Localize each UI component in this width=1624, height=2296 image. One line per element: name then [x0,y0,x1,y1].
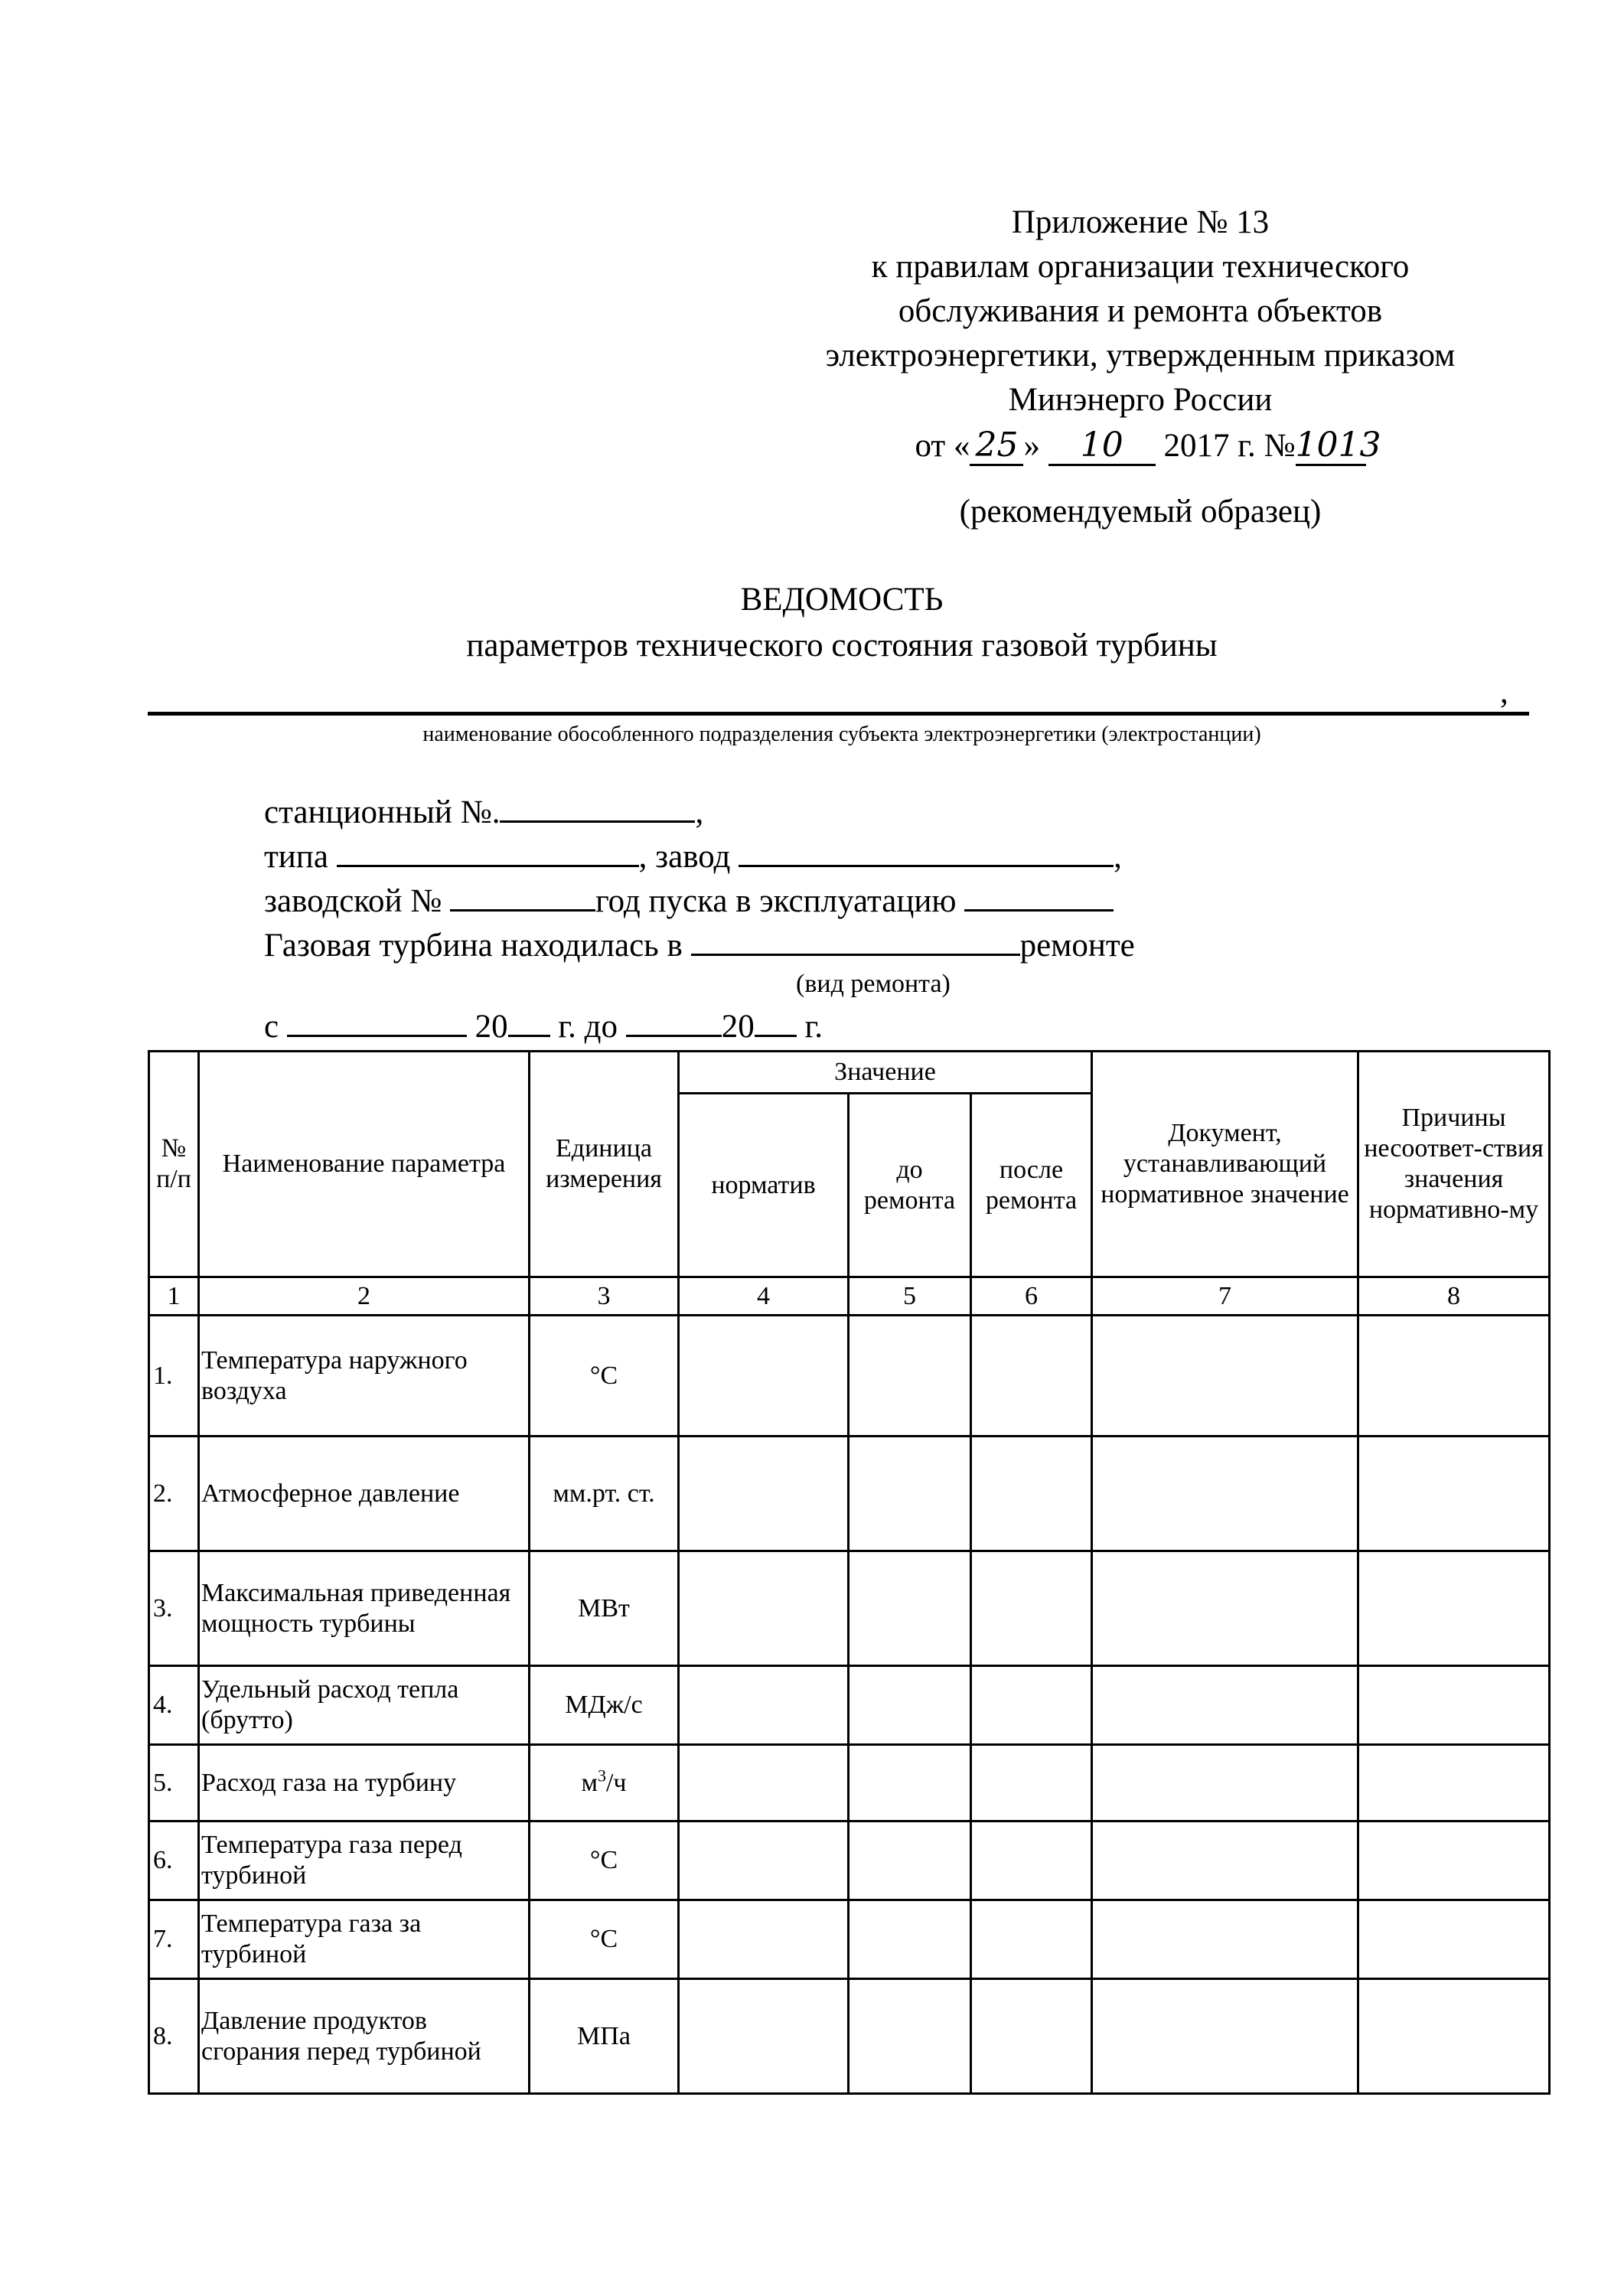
station-number-input[interactable] [500,790,695,823]
header-reasons: Причины несоответ-ствия значения нормативно-му [1358,1052,1550,1277]
col-number: 7 [1092,1277,1358,1316]
cell-reasons[interactable] [1358,1551,1550,1666]
row-parameter-name: Температура наружного воздуха [199,1316,530,1437]
table-row [149,1900,1550,1979]
row-parameter-name: Максимальная приведенная мощность турбины [199,1551,530,1666]
cell-document[interactable] [1092,1437,1358,1551]
cell-before[interactable] [849,1745,971,1821]
col-number: 3 [530,1277,679,1316]
row-number: 1. [149,1316,199,1437]
period-start-input[interactable] [287,1004,467,1037]
handwritten-day: 25 [970,427,1023,466]
period-year1-input[interactable] [508,1004,550,1037]
cell-norm[interactable] [679,1979,849,2094]
appendix-line-1: Приложение № 13 [1011,204,1270,240]
appendix-line-5: Минэнерго России [1008,382,1273,418]
cell-reasons[interactable] [1358,1979,1550,2094]
row-unit: МДж/с [530,1666,679,1745]
period-end-input[interactable] [626,1004,722,1037]
row-number: 5. [149,1745,199,1821]
handwritten-order-number: 1013 [1295,426,1381,465]
row-parameter-name: Температура газа за турбиной [199,1900,530,1979]
cell-norm[interactable] [679,1666,849,1745]
cell-document[interactable] [1092,1745,1358,1821]
cell-document[interactable] [1092,1316,1358,1437]
row-parameter-name: Температура газа перед турбиной [199,1821,530,1900]
cell-before[interactable] [849,1316,971,1437]
document-title: ВЕДОМОСТЬ [740,582,944,618]
sample-note: (рекомендуемый образец) [959,494,1322,530]
cell-document[interactable] [1092,1551,1358,1666]
col-number: 2 [199,1277,530,1316]
row-number: 7. [149,1900,199,1979]
cell-before[interactable] [849,1900,971,1979]
row-number: 6. [149,1821,199,1900]
row-unit: °C [530,1900,679,1979]
header-document: Документ, устанавливающий нормативное значение [1092,1052,1358,1277]
cell-reasons[interactable] [1358,1437,1550,1551]
cell-after[interactable] [971,1551,1092,1666]
table-row [149,1437,1550,1551]
plant-input[interactable] [739,834,1114,867]
cell-before[interactable] [849,1821,971,1900]
cell-before[interactable] [849,1979,971,2094]
cell-after[interactable] [971,1979,1092,2094]
header-num: № п/п [149,1052,199,1277]
appendix-header [719,201,1561,468]
cell-norm[interactable] [679,1316,849,1437]
header-value-group: Значение [679,1052,1092,1094]
row-parameter-name: Давление продуктов сгорания перед турбиной [199,1979,530,2094]
period-year2-input[interactable] [755,1004,797,1037]
parameters-table [148,1050,1551,2095]
cell-after[interactable] [971,1666,1092,1745]
cell-reasons[interactable] [1358,1745,1550,1821]
table-header-row [149,1052,1550,1094]
cell-norm[interactable] [679,1551,849,1666]
cell-after[interactable] [971,1437,1092,1551]
column-numbers-row [149,1277,1550,1316]
organization-comma: , [1500,674,1508,710]
start-year-input[interactable] [964,879,1114,912]
header-name: Наименование параметра [199,1052,530,1277]
header-before: до ремонта [849,1094,971,1277]
cell-after[interactable] [971,1900,1092,1979]
row-number: 8. [149,1979,199,2094]
row-parameter-name: Атмосферное давление [199,1437,530,1551]
table-row [149,1979,1550,2094]
table-row [149,1821,1550,1900]
cell-document[interactable] [1092,1979,1358,2094]
row-unit: МВт [530,1551,679,1666]
organization-caption: наименование обособленного подразделения субъекта электроэнергетики (электростанции) [422,722,1261,746]
row-unit: °C [530,1316,679,1437]
header-after: после ремонта [971,1094,1092,1277]
cell-before[interactable] [849,1666,971,1745]
row-parameter-name: Удельный расход тепла (брутто) [199,1666,530,1745]
cell-before[interactable] [849,1551,971,1666]
period-field: с 20 г. до 20 г. [264,1004,823,1049]
serial-year-field: заводской № год пуска в эксплуатацию [264,879,1114,924]
cell-reasons[interactable] [1358,1666,1550,1745]
table-row [149,1551,1550,1666]
cell-document[interactable] [1092,1821,1358,1900]
row-unit: мм.рт. ст. [530,1437,679,1551]
row-number: 2. [149,1437,199,1551]
cell-norm[interactable] [679,1821,849,1900]
cell-document[interactable] [1092,1900,1358,1979]
cell-reasons[interactable] [1358,1316,1550,1437]
station-number-field: станционный №. , [264,790,703,835]
header-unit: Единица измерения [530,1052,679,1277]
appendix-line-2: к правилам организации технического [871,249,1410,285]
row-unit: °C [530,1821,679,1900]
row-parameter-name: Расход газа на турбину [199,1745,530,1821]
cell-after[interactable] [971,1821,1092,1900]
cell-norm[interactable] [679,1900,849,1979]
document-subtitle: параметров технического состояния газовой турбины [466,628,1218,664]
cell-after[interactable] [971,1316,1092,1437]
row-unit: МПа [530,1979,679,2094]
appendix-line-3: обслуживания и ремонта объектов [898,293,1383,329]
cell-before[interactable] [849,1437,971,1551]
row-number: 4. [149,1666,199,1745]
col-number: 5 [849,1277,971,1316]
cell-reasons[interactable] [1358,1900,1550,1979]
cell-reasons[interactable] [1358,1821,1550,1900]
repair-type-field: Газовая турбина находилась в ремонте [264,923,1135,968]
organization-name-line [148,712,1529,716]
row-unit: $м^3/ч$ [530,1745,679,1821]
header-norm: норматив [679,1094,849,1277]
repair-type-input[interactable] [691,923,1020,956]
cell-norm[interactable] [679,1745,849,1821]
cell-norm[interactable] [679,1437,849,1551]
table-row [149,1745,1550,1821]
cell-document[interactable] [1092,1666,1358,1745]
order-date-line: от « 25 » 10 2017 г. №1013 [915,426,1381,465]
repair-type-caption: (вид ремонта) [796,970,951,998]
serial-number-input[interactable] [450,879,595,912]
handwritten-month: 10 [1048,427,1156,466]
col-number: 1 [149,1277,199,1316]
cell-after[interactable] [971,1745,1092,1821]
row-number: 3. [149,1551,199,1666]
col-number: 6 [971,1277,1092,1316]
col-number: 4 [679,1277,849,1316]
type-input[interactable] [337,834,639,867]
table-row [149,1666,1550,1745]
col-number: 8 [1358,1277,1550,1316]
appendix-line-4: электроэнергетики, утвержденным приказом [825,338,1456,373]
type-plant-field: типа , завод , [264,834,1122,879]
table-row [149,1316,1550,1437]
